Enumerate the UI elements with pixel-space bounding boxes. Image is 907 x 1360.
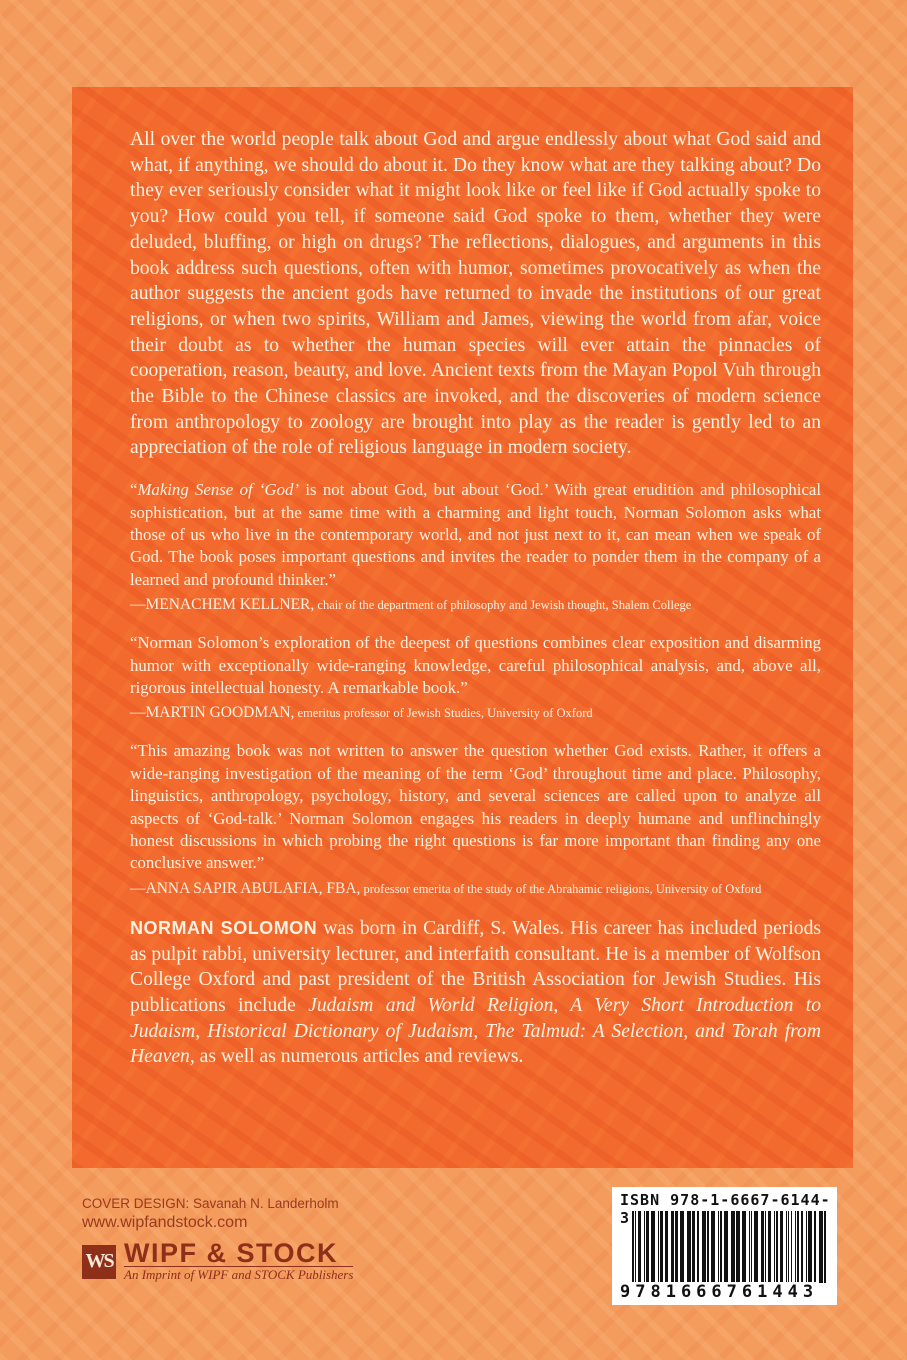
barcode-bar (768, 1211, 771, 1283)
barcode-bar (660, 1211, 663, 1283)
book-title: Making Sense of ‘God’ (137, 480, 300, 500)
barcode-bar (780, 1211, 783, 1283)
endorsement-attribution (130, 594, 821, 616)
barcode-bar (731, 1211, 735, 1283)
barcode-bar (736, 1211, 740, 1283)
barcode-bar (671, 1211, 674, 1283)
barcode-bar (675, 1211, 678, 1283)
endorser-role: emeritus professor of Jewish Studies, University of Oxford (294, 706, 593, 721)
endorsement-attribution (130, 702, 821, 724)
endorser-name: —MARTIN GOODMAN, (130, 704, 295, 722)
barcode-bar (718, 1211, 719, 1283)
barcode-bar (761, 1211, 764, 1283)
isbn-label: ISBN 978-1-6667-6144-3 (620, 1191, 831, 1227)
endorsement-quote (130, 479, 821, 591)
publisher-credits (82, 1196, 353, 1283)
endorsement-attribution (130, 878, 821, 900)
publisher-url[interactable]: www.wipfandstock.com (82, 1214, 248, 1231)
publisher-imprint: An Imprint of WIPF and STOCK Publishers (124, 1267, 354, 1282)
endorser-name: —MENACHEM KELLNER, (130, 596, 315, 614)
barcode-bar (774, 1211, 775, 1283)
barcode-bar (720, 1211, 722, 1283)
barcode-bar (638, 1211, 641, 1283)
barcode-bar (680, 1211, 684, 1283)
endorsement-quote: “Norman Solomon’s exploration of the deepest of questions combines clear exposition and disarming humor with exceptionally wide-ranging knowledge, careful philosophical analysis, and, above all, rigorous intellectual honesty. A remarkable book.” (130, 633, 821, 697)
bio-titles: Judaism and World Religion, A Very Short Introduction to Judaism, Historical Dictionary of Judaism, The Talmud: A Selection, and Torah from Heaven (130, 994, 821, 1068)
barcode-bar (692, 1211, 695, 1283)
barcode-bar (776, 1211, 778, 1283)
barcode-bar (788, 1211, 789, 1283)
quote-text: is not about God, but about ‘God.’ With great erudition and philosophical sophistication, but at the same time with a charming and light touch, Norman Solomon asks what those of us who live in the contemporary world, and not just next to it, can mean when we speak of God. The book poses important questions and invites the reader to ponder them in the company of a learned and profound thinker.” (130, 480, 822, 589)
barcode-bar (658, 1211, 659, 1283)
barcode-bar (646, 1211, 649, 1283)
endorsement-quote: “This amazing book was not written to answer the question whether God exists. Rather, it offers a wide-ranging investigation of the meaning of the term ‘God’ throughout time and place. Philosophy, linguistics, anthropology, psychology, history, and several sciences are called upon to analyze all aspects of ‘God-talk.’ Norman Solomon engages his readers in deeply humane and unflinchingly honest discussions in which probing the right questions is far more important than finding any one conclusive answer.” (130, 741, 821, 873)
bio-text: , as well as numerous articles and reviews. (189, 1046, 524, 1068)
barcode-bar (814, 1211, 816, 1283)
barcode-bar (665, 1211, 668, 1283)
endorser-name: —ANNA SAPIR ABULAFIA, FBA, (130, 879, 361, 897)
barcode-bar (742, 1211, 746, 1283)
author-bio (130, 916, 821, 1070)
isbn-barcode (612, 1187, 837, 1305)
cover-text (130, 127, 821, 1070)
author-name: NORMAN SOLOMON (130, 917, 318, 938)
bio-text: was born in Cardiff, S. Wales. His career has included periods as pulpit rabbi, university lecturer, and interfaith consultant. He is a member of Wolfson College Oxford and past president of the British Association for Jewish Studies. His publications include (130, 917, 821, 1016)
barcode-bar (819, 1211, 823, 1283)
barcode-digits (620, 1282, 818, 1302)
barcode-number: 9781666761443 (620, 1282, 819, 1302)
barcode-bar (711, 1211, 715, 1283)
endorser-role: professor emerita of the study of the Abrahamic religions, University of Oxford (360, 881, 762, 896)
ws-logo-icon: WS (82, 1245, 116, 1279)
barcode-bar (806, 1211, 807, 1283)
book-blurb: All over the world people talk about God and argue endlessly about what God said and what, if anything, we should do about it. Do they know what are they talking about? Do they ever seriously consider what it might look like or feel like if God actually spoke to you? How could you tell, if someone said God spoke to them, whether they were deluded, bluffing, or high on drugs? The reflections, dialogues, and arguments in this book address such questions, often with humor, sometimes provocatively as when the author suggests the ancient gods have returned to invade the institutions of our great religions, or when two spirits, William and James, viewing the world from afar, voice their doubt as to whether the human species will ever attain the pinnacles of cooperation, reason, beauty, and love. Ancient texts from the Mayan Popol Vuh through the Bible to the Chinese classics are invoked, and the discoveries of modern science from anthropology to zoology are brought into play as the reader is gently led to an appreciation of the role of religious language in modern society. (130, 129, 821, 459)
barcode-bar (724, 1211, 728, 1283)
barcode-bar (808, 1211, 812, 1283)
barcode-bar (765, 1211, 766, 1283)
barcode-bar (651, 1211, 655, 1283)
barcode-bar (801, 1211, 803, 1283)
barcode-bar (702, 1211, 706, 1283)
barcode-bar (797, 1211, 799, 1283)
barcode-bar (644, 1211, 645, 1283)
barcode-bar (697, 1211, 699, 1283)
publisher-logo (82, 1240, 353, 1283)
barcode-bar (791, 1211, 792, 1283)
barcode-bar (707, 1211, 709, 1283)
cover-design-credit: COVER DESIGN: Savanah N. Landerholm (82, 1196, 339, 1211)
barcode-bar (786, 1211, 787, 1283)
publisher-name: WIPF & STOCK (124, 1240, 353, 1267)
endorser-role: chair of the department of philosophy and Jewish thought, Shalem College (314, 598, 692, 613)
barcode-bar (795, 1211, 796, 1283)
barcode-bar (824, 1211, 826, 1283)
barcode-bar (687, 1211, 691, 1283)
quote-mark: “ (130, 480, 138, 500)
barcode-bar (754, 1211, 758, 1283)
back-cover-panel (72, 87, 853, 1168)
